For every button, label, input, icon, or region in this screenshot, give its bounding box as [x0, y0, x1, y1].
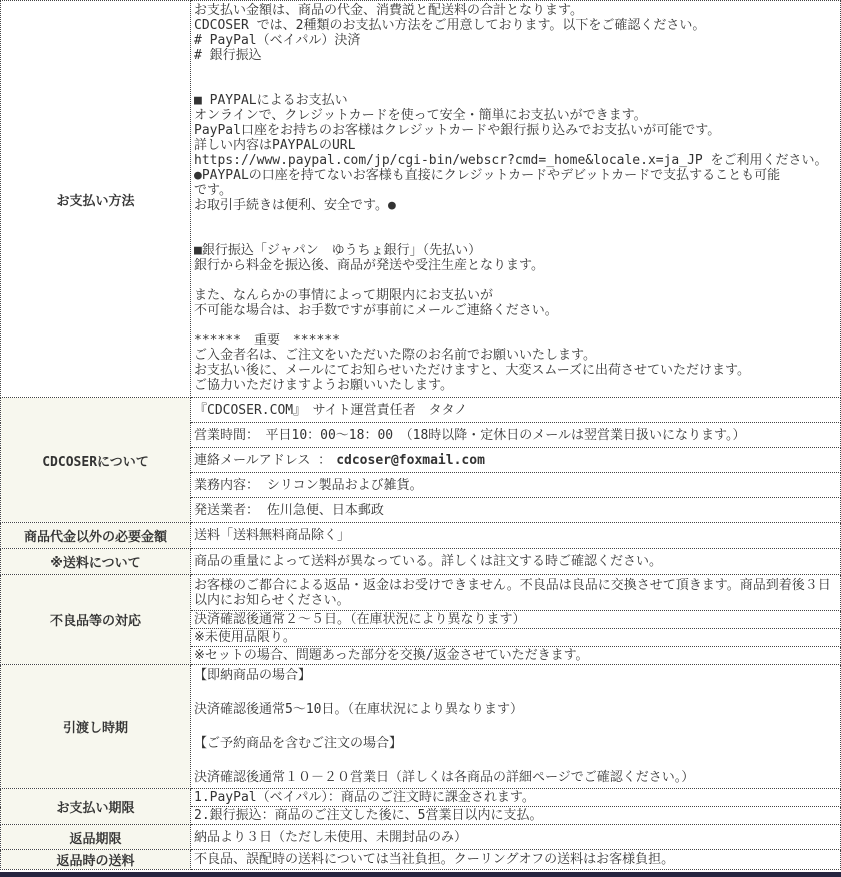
paypal-url-text: https://www.paypal.com/jp/cgi-bin/webscr?cmd=_home&locale.x=ja_JP をご利用ください。	[194, 153, 828, 168]
payment-line: 不可能な場合は、お手数ですが事前にメールご連絡ください。	[194, 303, 558, 318]
delivery-time-content	[191, 665, 841, 789]
payment-line: 詳しい内容はPAYPALのURL	[194, 138, 356, 153]
row-label-defective: 不良品等の対応	[1, 575, 191, 665]
payment-line-blank	[194, 273, 837, 288]
row-payment-deadline	[1, 789, 841, 807]
row-label-return-deadline: 返品期限	[1, 825, 191, 850]
row-payment-method	[1, 1, 841, 398]
payment-line-blank	[194, 213, 837, 228]
payment-line: また、なんらかの事情によって期限内にお支払いが	[194, 288, 494, 303]
row-label-shipping-note: ※送料について	[1, 549, 191, 575]
about-hours-line: 営業時間： 平日10：00～18：00 （18時以降・定休日のメールは翌営業日扱いになります。）	[191, 423, 841, 448]
defective-line: ※セットの場合、問題あった部分を交換/返金させていただきます。	[191, 647, 841, 665]
about-site-line: 『CDCOSER.COM』 サイト運営責任者 タタノ	[191, 398, 841, 423]
row-return-shipping	[1, 850, 841, 870]
row-extra-fees	[1, 523, 841, 549]
payment-line: 銀行から料金を振込後、商品が発送や受注生産となります。	[194, 258, 544, 273]
return-deadline-content: 納品より３日（ただし未使用、未開封品のみ）	[191, 825, 841, 850]
contact-email: cdcoser@foxmail.com	[336, 452, 485, 468]
contact-email-label: 連絡メールアドレス ：	[194, 452, 332, 468]
payment-line: お支払い後に、メールにてお知らせいただけますと、大変スムーズに出荷させていただけます。	[194, 363, 751, 378]
payment-line-blank	[194, 63, 837, 78]
row-about	[1, 398, 841, 423]
row-label-extra-fees: 商品代金以外の必要金額	[1, 523, 191, 549]
payment-line-blank	[194, 318, 837, 333]
extra-fees-content: 送料「送料無料商品除く」	[191, 523, 841, 549]
delivery-line: 決済確認後通常１０－２０営業日（詳しくは各商品の詳細ページでご確認ください。）	[194, 770, 695, 785]
delivery-line: 【ご予約商品を含むご注文の場合】	[194, 736, 403, 751]
shipping-note-content: 商品の重量によって送料が異なっている。詳しくは註文する時ご確認ください。	[191, 549, 841, 575]
payment-line: お取引手続きは便利、安全です。●	[194, 198, 396, 213]
payment-line: ご入金者名は、ご注文をいただいた際のお名前でお願いいたします。	[194, 348, 596, 363]
payment-line-important: ****** 重要 ******	[194, 333, 340, 348]
row-label-delivery-time: 引渡し時期	[1, 665, 191, 789]
row-label-return-shipping: 返品時の送料	[1, 850, 191, 870]
payment-line: ■銀行振込「ジャパン ゆうちょ銀行」（先払い）	[194, 243, 482, 258]
delivery-line-blank	[194, 752, 837, 769]
payment-line: お支払い金額は、商品の代金、消費説と配送料の合計となります。	[194, 3, 583, 18]
about-contact-line	[191, 448, 841, 473]
payment-line-blank	[194, 228, 837, 243]
payment-line: ■ PAYPALによるお支払い	[194, 93, 348, 108]
row-delivery-time	[1, 665, 841, 789]
row-label-payment-method: お支払い方法	[1, 1, 191, 398]
row-return-deadline	[1, 825, 841, 850]
bottom-section-bar	[0, 872, 841, 877]
about-shipper-line: 発送業者： 佐川急便、日本郵政	[191, 498, 841, 523]
payment-deadline-line: 1.PayPal（ベイパル）：商品のご注文時に課金されます。	[191, 789, 841, 807]
delivery-line-blank	[194, 684, 837, 701]
delivery-line: 決済確認後通常5～10日。（在庫状況により異なります）	[194, 702, 523, 717]
delivery-line: 【即納商品の場合】	[194, 668, 312, 683]
payment-line: CDCOSER では、2種類のお支払い方法をご用意しております。以下をご確認ください。	[194, 18, 706, 33]
payment-line-blank	[194, 78, 837, 93]
payment-line: PayPal口座をお持ちのお客様はクレジットカードや銀行振り込みでお支払いが可能です。	[194, 123, 721, 138]
row-label-payment-deadline: お支払い期限	[1, 789, 191, 825]
payment-method-content	[191, 1, 841, 398]
return-shipping-content: 不良品、誤配時の送料については当社負担。クーリングオフの送料はお客様負担。	[191, 850, 841, 870]
defective-line: 決済確認後通常２～５日。（在庫状況により異なります）	[191, 611, 841, 629]
payment-deadline-line: 2.銀行振込：商品のご注文した後に、5営業日以内に支払。	[191, 807, 841, 825]
payment-line: # PayPal（ベイパル）決済	[194, 33, 361, 48]
payment-line: オンラインで、クレジットカードを使って安全・簡単にお支払いができます。	[194, 108, 647, 123]
payment-line: です。	[194, 183, 232, 198]
payment-line: ご協力いただけますようお願いいたします。	[194, 378, 453, 393]
about-business-line: 業務内容： シリコン製品および雑貨。	[191, 473, 841, 498]
row-shipping-note	[1, 549, 841, 575]
defective-line: お客様のご都合による返品・返金はお受けできません。不良品は良品に交換させて頂きます。商品到着後３日以内にお知らせください。	[191, 575, 841, 611]
payment-line: ●PAYPALの口座を持てないお客様も直接にクレジットカードやデビットカードで支払することも可能	[194, 168, 781, 183]
defective-line: ※未使用品限り。	[191, 629, 841, 647]
delivery-line-blank	[194, 718, 837, 735]
payment-line: # 銀行振込	[194, 48, 262, 63]
row-label-about: CDCOSERについて	[1, 398, 191, 523]
row-defective	[1, 575, 841, 611]
